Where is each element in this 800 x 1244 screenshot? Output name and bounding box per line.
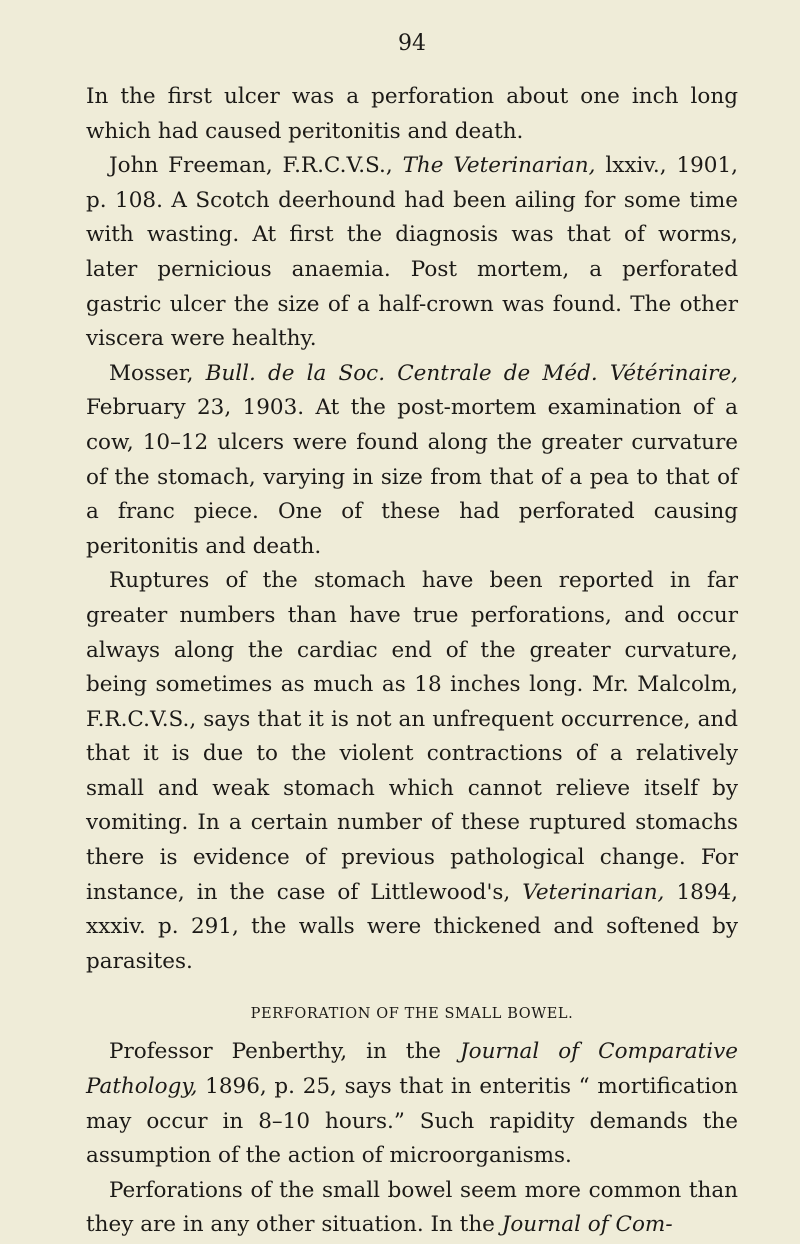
text-run: lxxiv., 1901, p. 108. A Scotch deerhound had been ailing for some time with wasting. At first the diagnosis was that of worms, later pernicious anaemia. Post mortem, a perforated gastric ulcer the size of a half-crown was found. The other viscera were healthy.	[86, 153, 738, 352]
citation-title: Veterinarian,	[522, 879, 665, 905]
text-run: Perforations of the small bowel seem more common than they are in any other situation. In the	[86, 1177, 738, 1238]
text-run: John Freeman, F.R.C.V.S.,	[109, 153, 403, 179]
text-run: Professor Penberthy, in the	[109, 1039, 461, 1065]
section-heading: PERFORATION OF THE SMALL BOWEL.	[250, 1006, 574, 1023]
paragraph-first-ulcer	[86, 80, 738, 149]
paragraph-mosser-citation	[86, 357, 738, 565]
paragraph-freeman-citation	[86, 149, 738, 357]
body-text	[86, 80, 738, 1243]
citation-title: The Veterinarian,	[402, 153, 596, 179]
citation-title: Bull. de la Soc. Centrale de Méd. Vétérinaire,	[205, 360, 738, 386]
text-run: Mosser,	[109, 360, 206, 386]
text-run: February 23, 1903. At the post-mortem examination of a cow, 10–12 ulcers were found along the greater curvature of the stomach, varying in size from that of a pea to that of a franc piece. One of these had perforated causing peritonitis and death.	[86, 395, 738, 559]
text-run: Ruptures of the stomach have been reported in far greater numbers than have true perforations, and occur always along the cardiac end of the greater curvature, being sometimes as much as 18 inches long. Mr. Malcolm, F.R.C.V.S., says that it is not an unfrequent occurrence, and that it is due to the violent contractions of a relatively small and weak stomach which cannot relieve itself by vomiting. In a certain number of these ruptured stomachs there is evidence of previous pathological change. For instance, in the case of Littlewood's,	[86, 568, 738, 905]
text-run: 1894, xxxiv. p. 291, the walls were thickened and softened by parasites.	[86, 879, 739, 974]
page-number: 94	[398, 31, 426, 56]
citation-title: Journal of Comparative Pathology,	[86, 1039, 738, 1100]
paragraph-ruptures-of-stomach	[86, 564, 738, 979]
citation-title: Journal of Com-	[501, 1212, 673, 1238]
text-run: 1896, p. 25, says that in enteritis “ mortification may occur in 8–10 hours.” Such rapidity demands the assumption of the action of microorganisms.	[86, 1074, 738, 1169]
text-run: In the first ulcer was a perforation about one inch long which had caused peritonitis and death.	[86, 84, 738, 144]
paragraph-small-bowel-perforations	[86, 1174, 738, 1243]
paragraph-penberthy-citation	[86, 1035, 738, 1173]
